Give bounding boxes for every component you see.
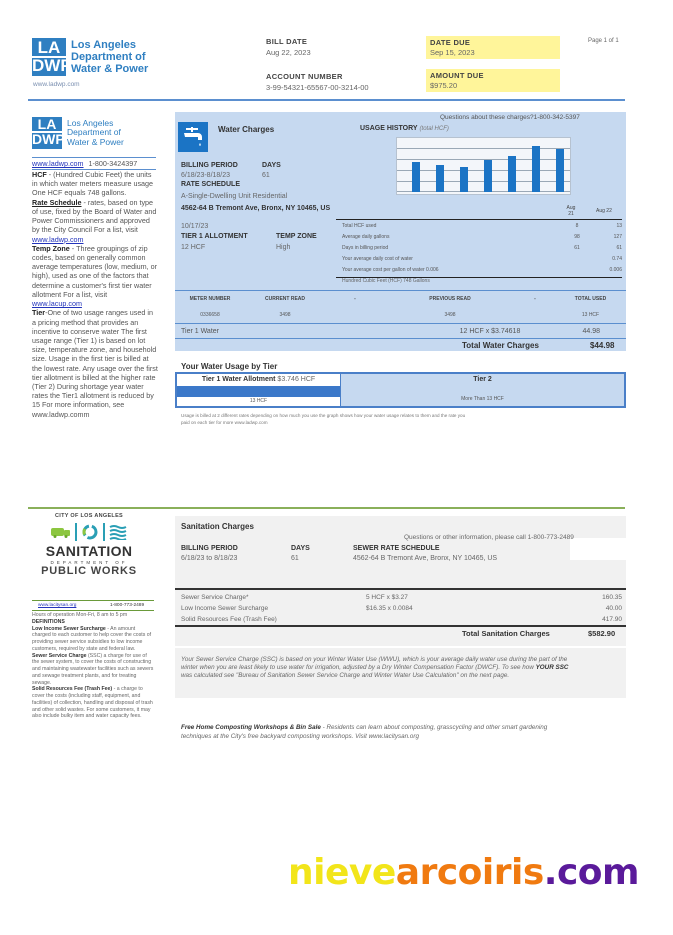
sanitation-lines — [181, 592, 622, 625]
san-days-label: DAYS — [291, 545, 310, 552]
stats-col-prev: Aug 21 — [566, 205, 576, 217]
tier1-charge-row: Tier 1 Water 12 HCF x $3.74618 44.98 — [181, 327, 600, 335]
stats-row: Total HCF used 8 13 — [342, 222, 622, 229]
ladwp-logo — [32, 38, 148, 76]
sidebar-phone: 1-800-3424397 — [88, 159, 138, 168]
chart-bar — [508, 156, 516, 192]
ladwp-website[interactable]: www.ladwp.com — [33, 81, 80, 88]
water-waves-icon — [109, 524, 127, 540]
sanitation-charges-title: Sanitation Charges — [181, 522, 254, 531]
ladwp-sidebar-logo — [32, 117, 124, 149]
billing-period-value: 6/18/23-8/18/23 — [181, 172, 231, 179]
truck-icon — [51, 526, 71, 538]
meter-value-cell: 13 HCF — [581, 312, 600, 318]
tier-usage-bar — [175, 372, 626, 408]
chart-bar — [484, 160, 492, 192]
san-sidebar-rule-bottom — [32, 610, 154, 611]
sanitation-questions-phone: Questions or other information, please call 1-800-773-2489 — [404, 534, 574, 541]
tier-usage-note: Usage is billed at 2 different rates depending on how much you use the graph shows how your water usage relates to them and the rate you paid on each tier for more www.ladwp.com — [181, 413, 466, 425]
total-sanitation-value: $582.90 — [588, 629, 616, 638]
sanitation-line-item: Solid Resources Fee (Trash Fee) 417.90 — [181, 616, 622, 623]
meter-value-cell: 3498 — [444, 312, 456, 318]
lacitysan-link[interactable]: www.lacitysan.org — [38, 603, 77, 608]
account-number: ACCOUNT NUMBER 3-99-54321-65567-00-3214-00 — [266, 72, 369, 92]
sidebar-rule-top — [32, 157, 156, 158]
temp-zone-term: Temp Zone — [32, 243, 70, 253]
meter-value-cell: 0336658 — [200, 312, 220, 318]
sewer-rate-schedule-label: SEWER RATE SCHEDULE — [353, 545, 440, 552]
chart-bar — [436, 165, 444, 192]
san-address: 4562-64 B Tremont Ave, Bronx, NY 10465, US — [353, 555, 498, 562]
meter-header-cell: PREVIOUS READ — [429, 296, 471, 302]
ladwp-sidebar-logo-text: Los Angeles Department of Water & Power — [67, 117, 124, 147]
rate-schedule-value: A-Single-Dwelling Unit Residential — [181, 193, 288, 200]
meter-header-cell: CURRENT READ — [265, 296, 305, 302]
usage-history-title: USAGE HISTORY (total HCF) — [360, 125, 449, 132]
san-sidebar-rule-top — [32, 600, 154, 601]
san-billing-period-label: BILLING PERIOD — [181, 545, 238, 552]
service-address: 4562-64 B Tremont Ave, Bronx, NY 10465, US — [181, 205, 331, 212]
temp-zone-label: TEMP ZONE — [276, 233, 317, 240]
meter-rule-top — [175, 290, 626, 291]
tier1-allotment-label: TIER 1 ALLOTMENT — [181, 233, 248, 240]
hcf-term: HCF — [32, 170, 47, 179]
sidebar-definitions: HCF - (Hundred Cubic Feet) the units in which water meters measure usage One HCF equals 748 gallons. Rate Schedule - rates, based on type of use, fixed by the Board of Water and Power Commissioners and approved by the City Council For a list, visit www.ladwp.com Temp Zone - Three groupings of zip codes, based on generally common average temperatures (low, medium, or high), used as one of the factors that determine a customer's first tier water allotment For a list, visit www.lacup.com Tier-One of two usage ranges used in a pricing method that provides an incentive to conserve water The first usage range (Tier 1) is based on lot size, temperature zone, and household size. Usage in the first tier is billed at the lowest rate. Any usage over the first tier allotment is billed at the higher rate (Tier 2) During shortage year water rates the Tier1 allotment is reduced by 15 For more information, see www.ladwp.comm — [32, 170, 158, 419]
meter-value-cell: 3498 — [279, 312, 291, 318]
san-billing-period-value: 6/18/23 to 8/18/23 — [181, 555, 238, 562]
total-water-charges-value: $44.98 — [590, 341, 615, 350]
stats-row: Days in billing period 61 61 — [342, 244, 622, 251]
sanitation-logo-icons — [30, 523, 148, 541]
stats-row: Your average cost per gallon of water 0.006 0.006 — [342, 266, 622, 273]
bill-date: BILL DATE Aug 22, 2023 — [266, 37, 311, 57]
rate-schedule-link[interactable]: www.ladwp.com — [32, 234, 84, 244]
san-days-value: 61 — [291, 555, 299, 562]
recycle-icon — [81, 523, 99, 541]
sanitation-sidebar-phone: 1-800-773-2489 — [110, 603, 145, 608]
chart-bar — [532, 146, 540, 192]
water-tap-icon — [178, 122, 208, 152]
days-label: DAYS — [262, 162, 281, 169]
tier-term: Tier — [32, 308, 46, 318]
meter-header-cell: - — [354, 296, 356, 302]
total-sanitation-label: Total Sanitation Charges — [462, 629, 550, 638]
header-divider — [28, 99, 625, 101]
meter-value-row — [175, 312, 626, 318]
tier-usage-title: Your Water Usage by Tier — [181, 362, 278, 371]
total-water-charges-label: Total Water Charges — [462, 341, 539, 350]
usage-history-chart — [396, 137, 571, 195]
ssc-note: Your Sewer Service Charge (SSC) is based on your Winter Water Use (WWU), which is your average daily water use during the part of the winter when you are least likely to use water for irrigation, adjusted by a Dry Winter Compensation Factor (DWCF). To see how YOUR SSC was calculated see "Bureau of Sanitation Sewer Service Charge and Winter Water Use Calculation" on the next page. — [181, 656, 569, 680]
stats-row: Your average daily cost of water 0.74 — [342, 255, 622, 262]
sanitation-logo: CITY OF LOS ANGELES SANITATION DEPARTMENT OF PUBLIC WORKS — [30, 513, 148, 577]
rate-schedule-term: Rate Schedule — [32, 197, 82, 207]
chart-bar — [556, 149, 564, 192]
tier1-allotment-value: 12 HCF — [181, 244, 206, 251]
tier1-segment: Tier 1 Water Allotment $3.746 HCF 13 HCF — [177, 374, 341, 406]
chart-bar — [460, 167, 468, 192]
billing-period-label: BILLING PERIOD — [181, 162, 238, 169]
tier1-usage-fill — [177, 386, 340, 397]
rate-schedule-label: RATE SCHEDULE — [181, 181, 240, 188]
usage-stats-table — [342, 220, 622, 275]
sanitation-line-item: Sewer Service Charge* 5 HCF x $3.27 160.35 — [181, 594, 622, 601]
stats-footnote: Hundred Cubic Feet (HCF) 748 Gallons — [342, 278, 430, 284]
water-charges-title: Water Charges — [218, 125, 275, 134]
meter-value-cell — [325, 312, 385, 318]
sanitation-definitions: Hours of operation Mon-Fri, 8 am to 5 pm DEFINITIONS Low Income Sewer Surcharge - An amount charged to each customer to help cover the costs of providing sewer service subsidies to low income customers, required by state and federal law. Sewer Service Charge (SSC) a charge for use of the sewer system, to cover the costs of constructing and maintaining wastewater facilities such as sewers and sewage treatment plants, and for treating sewage. Solid Resources Fee (Trash Fee) - a charge to cover the costs (including staff, equipment, and facilities) of collection, handling and disposal of trash and other solid wastes. For some customers, it may also include bulky item and water capacity fees. — [32, 612, 154, 720]
page-number: Page 1 of 1 — [588, 38, 619, 44]
amount-due: AMOUNT DUE $975.20 — [426, 69, 560, 92]
meter-header-row — [175, 296, 626, 302]
meter-header-cell: METER NUMBER — [189, 296, 231, 302]
stats-col-curr: Aug 22 — [596, 208, 612, 214]
next-read-date: 10/17/23 — [181, 223, 209, 230]
water-questions-phone: Questions about these charges?1-800-342-5397 — [440, 114, 580, 121]
temp-zone-link[interactable]: www.lacup.com — [32, 299, 82, 309]
composting-promo: Free Home Composting Workshops & Bin Sale - Residents can learn about composting, grasscycling and other smart gardening techniques at the City's free backyard composting workshops. Visit www.lacitysan.org — [181, 724, 548, 740]
days-value: 61 — [262, 172, 270, 179]
ladwp-sidebar-logo-mark: LA DWP — [32, 116, 65, 148]
meter-header-cell: TOTAL USED — [574, 296, 607, 302]
tier2-segment: Tier 2 More Than 13 HCF — [341, 374, 624, 406]
sanitation-divider — [28, 507, 625, 509]
temp-zone-value: High — [276, 244, 291, 251]
meter-header-cell: - — [534, 296, 536, 302]
charge-rule — [175, 338, 626, 339]
ladwp-logo-mark: LA DWP — [32, 38, 72, 76]
stats-row: Average daily gallons 98 127 — [342, 233, 622, 240]
meter-value-cell — [515, 312, 555, 318]
ladwp-logo-text: Los Angeles Department of Water & Power — [71, 38, 149, 76]
sanitation-line-item: Low Income Sewer Surcharge $16.35 x 0.0084 40.00 — [181, 605, 622, 612]
watermark-logo: nievearcoiris.com — [288, 852, 640, 893]
chart-bar — [412, 162, 420, 192]
san-rule-bottom — [175, 625, 626, 627]
sidebar-website-link[interactable]: www.ladwp.com — [32, 159, 84, 168]
date-due: DATE DUE Sep 15, 2023 — [426, 36, 560, 59]
chart-bars — [397, 138, 570, 192]
sidebar-contact — [32, 159, 158, 168]
